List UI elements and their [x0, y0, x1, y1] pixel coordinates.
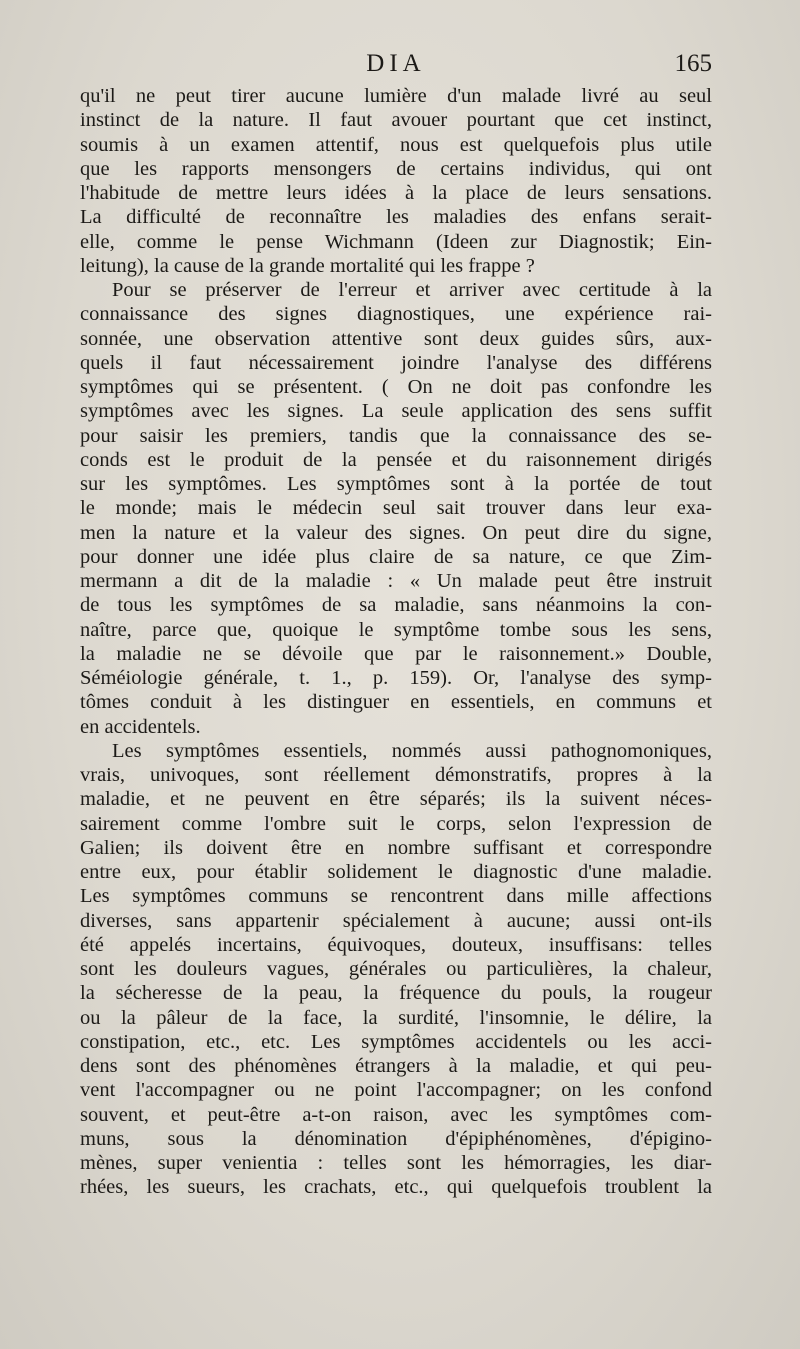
text-line: symptômes avec les signes. La seule application des sens suffit — [80, 400, 712, 423]
text-line: en accidentels. — [80, 715, 201, 738]
text-line: diverses, sans appartenir spécialement à aucune; aussi ont-ils — [80, 909, 712, 932]
text-line: sairement comme l'ombre suit le corps, selon l'expression de — [80, 812, 712, 835]
text-line: la sécheresse de la peau, la fréquence du pouls, la rougeur — [80, 982, 712, 1005]
text-line: vent l'accompagner ou ne point l'accompagner; on les confond — [80, 1079, 712, 1102]
text-line: maladie, et ne peuvent en être séparés; ils la suivent néces- — [80, 788, 712, 811]
running-head: DIA — [366, 50, 426, 77]
text-line: sur les symptômes. Les symptômes sont à la portée de tout — [80, 473, 712, 495]
text-line: La difficulté de reconnaître les maladies des enfans serait- — [80, 206, 712, 229]
text-line: l'habitude de mettre leurs idées à la place de leurs sensations. — [80, 182, 712, 204]
text-line: muns, sous la dénomination d'épiphénomènes, d'épigino- — [80, 1127, 712, 1150]
body-text — [80, 84, 712, 1200]
text-line: symptômes qui se présentent. ( On ne doit pas confondre les — [80, 376, 712, 398]
text-line: qu'il ne peut tirer aucune lumière d'un malade livré au seul — [80, 85, 712, 107]
text-line: vrais, univoques, sont réellement démonstratifs, propres à la — [80, 764, 712, 786]
text-line: pour donner une idée plus claire de sa nature, ce que Zim- — [80, 545, 712, 568]
text-line: elle, comme le pense Wichmann (Ideen zur Diagnostik; Ein- — [80, 230, 712, 253]
text-line: conds est le produit de la pensée et du raisonnement dirigés — [80, 448, 712, 471]
text-line: le monde; mais le médecin seul sait trouver dans leur exa- — [80, 497, 712, 520]
text-line: quels il faut nécessairement joindre l'analyse des différens — [80, 351, 712, 374]
text-line: Séméiologie générale, t. 1., p. 159). Or, l'analyse des symp- — [80, 667, 712, 689]
text-line: Galien; ils doivent être en nombre suffisant et correspondre — [80, 836, 712, 859]
text-line: tômes conduit à les distinguer en essentiels, en communs et — [80, 691, 712, 714]
text-line: souvent, et peut-être a-t-on raison, avec les symptômes com- — [80, 1103, 712, 1126]
text-line: ou la pâleur de la face, la surdité, l'insomnie, le délire, la — [80, 1006, 712, 1029]
text-line: rhées, les sueurs, les crachats, etc., qui quelquefois troublent la — [80, 1176, 712, 1199]
text-line: soumis à un examen attentif, nous est quelquefois plus utile — [80, 133, 712, 156]
text-line: instinct de la nature. Il faut avouer pourtant que cet instinct, — [80, 109, 712, 132]
text-line: leitung), la cause de la grande mortalité qui les frappe ? — [80, 254, 535, 277]
text-line: sonnée, une observation attentive sont deux guides sûrs, aux- — [80, 327, 712, 350]
text-line: connaissance des signes diagnostiques, une expérience rai- — [80, 303, 712, 326]
text-line: que les rapports mensongers de certains individus, qui ont — [80, 157, 712, 180]
text-line: été appelés incertains, équivoques, douteux, insuffisans: telles — [80, 933, 712, 956]
text-line: Les symptômes essentiels, nommés aussi pathognomoniques, — [112, 739, 712, 762]
text-line: sont les douleurs vagues, générales ou particulières, la chaleur, — [80, 958, 712, 980]
text-line: de tous les symptômes de sa maladie, sans néanmoins la con- — [80, 594, 712, 617]
text-line: constipation, etc., etc. Les symptômes accidentels ou les acci- — [80, 1030, 712, 1053]
text-line: la maladie ne se dévoile que par le raisonnement.» Double, — [80, 642, 712, 665]
page-header — [80, 50, 712, 82]
text-line: entre eux, pour établir solidement le diagnostic d'une maladie. — [80, 861, 712, 883]
text-line: mermann a dit de la maladie : « Un malade peut être instruit — [80, 570, 712, 592]
text-line: dens sont des phénomènes étrangers à la maladie, et qui peu- — [80, 1055, 712, 1077]
text-line: naître, parce que, quoique le symptôme tombe sous les sens, — [80, 618, 712, 641]
text-line: mènes, super venientia : telles sont les hémorragies, les diar- — [80, 1152, 712, 1174]
text-line: Les symptômes communs se rencontrent dans mille affections — [80, 885, 712, 908]
text-line: Pour se préserver de l'erreur et arriver avec certitude à la — [112, 279, 712, 301]
text-line: pour saisir les premiers, tandis que la connaissance des se- — [80, 424, 712, 447]
text-line: men la nature et la valeur des signes. On peut dire du signe, — [80, 521, 712, 544]
page-number: 165 — [674, 50, 712, 77]
